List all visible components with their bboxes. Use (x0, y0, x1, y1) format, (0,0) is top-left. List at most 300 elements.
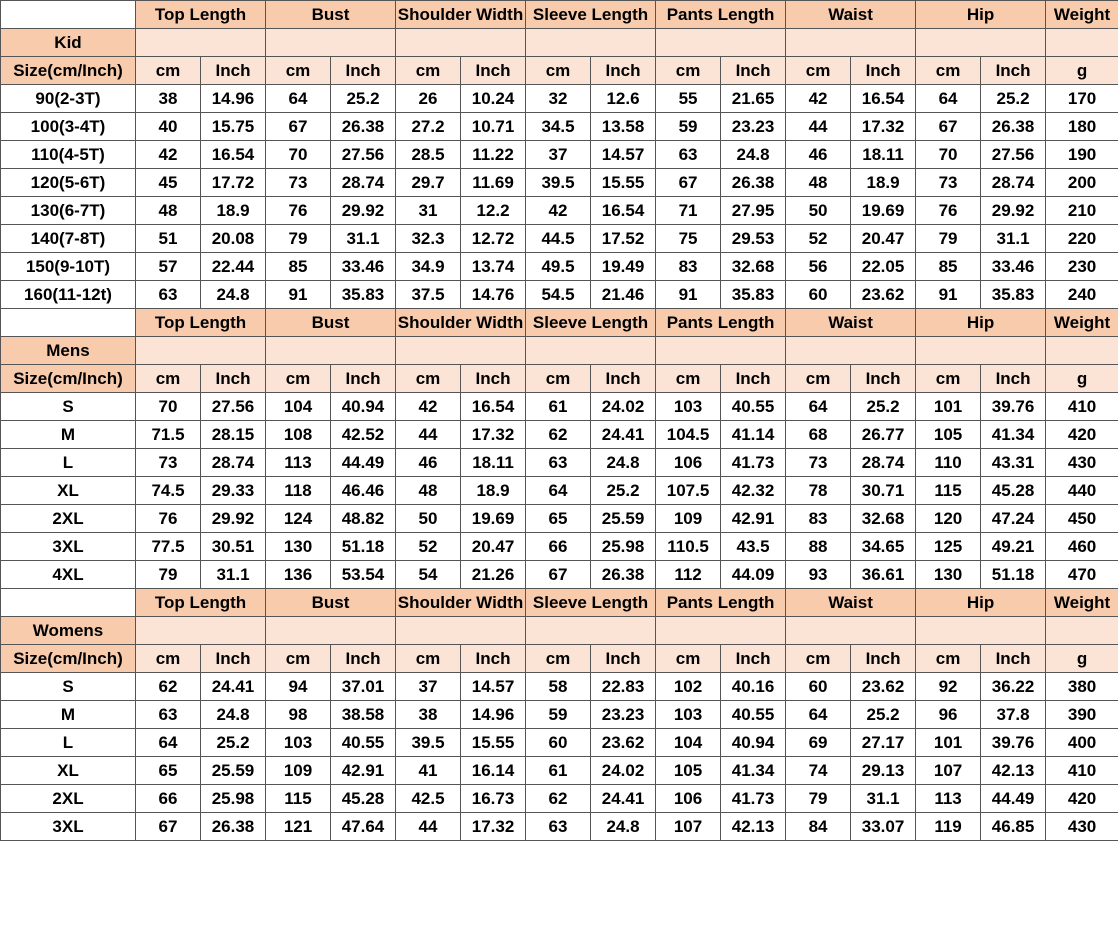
value-cell: 54 (396, 561, 461, 589)
size-cell: S (1, 393, 136, 421)
table-row (1, 253, 1118, 281)
column-header-weight: Weight (1046, 1, 1118, 29)
value-cell: 26.38 (981, 113, 1046, 141)
value-cell: 31.1 (981, 225, 1046, 253)
unit-inch: Inch (331, 365, 396, 393)
value-cell: 65 (526, 505, 591, 533)
table-row (1, 729, 1118, 757)
spacer-cell (396, 29, 526, 57)
value-cell: 40.55 (331, 729, 396, 757)
value-cell: 124 (266, 505, 331, 533)
value-cell: 37.5 (396, 281, 461, 309)
unit-inch: Inch (331, 645, 396, 673)
value-cell: 42.91 (721, 505, 786, 533)
value-cell: 15.55 (591, 169, 656, 197)
unit-inch: Inch (981, 57, 1046, 85)
value-cell: 48 (786, 169, 851, 197)
header-corner-cell (1, 309, 136, 337)
table-row (1, 813, 1118, 841)
unit-row (1, 57, 1118, 85)
header-corner-cell (1, 1, 136, 29)
value-cell: 25.2 (591, 477, 656, 505)
value-cell: 22.05 (851, 253, 916, 281)
value-cell: 71 (656, 197, 721, 225)
value-cell: 64 (786, 701, 851, 729)
table-row (1, 701, 1118, 729)
value-cell: 104.5 (656, 421, 721, 449)
spacer-cell (656, 337, 786, 365)
value-cell: 91 (656, 281, 721, 309)
unit-cm: cm (526, 365, 591, 393)
column-header-top-length: Top Length (136, 1, 266, 29)
value-cell: 42.52 (331, 421, 396, 449)
unit-cm: cm (396, 57, 461, 85)
value-cell: 40.55 (721, 701, 786, 729)
value-cell: 63 (656, 141, 721, 169)
value-cell: 180 (1046, 113, 1118, 141)
value-cell: 50 (786, 197, 851, 225)
value-cell: 36.22 (981, 673, 1046, 701)
value-cell: 130 (266, 533, 331, 561)
column-header-hip: Hip (916, 589, 1046, 617)
unit-cm: cm (526, 645, 591, 673)
size-cell: 110(4-5T) (1, 141, 136, 169)
value-cell: 400 (1046, 729, 1118, 757)
value-cell: 42 (136, 141, 201, 169)
value-cell: 19.69 (461, 505, 526, 533)
value-cell: 25.59 (591, 505, 656, 533)
size-cell: 150(9-10T) (1, 253, 136, 281)
value-cell: 29.92 (981, 197, 1046, 225)
value-cell: 96 (916, 701, 981, 729)
value-cell: 28.74 (331, 169, 396, 197)
value-cell: 26.38 (721, 169, 786, 197)
value-cell: 14.57 (591, 141, 656, 169)
table-row (1, 141, 1118, 169)
unit-inch: Inch (461, 57, 526, 85)
value-cell: 104 (656, 729, 721, 757)
size-cell: XL (1, 477, 136, 505)
unit-cm: cm (266, 365, 331, 393)
unit-cm: cm (656, 645, 721, 673)
value-cell: 190 (1046, 141, 1118, 169)
unit-cm: cm (916, 57, 981, 85)
value-cell: 23.62 (851, 673, 916, 701)
value-cell: 61 (526, 393, 591, 421)
value-cell: 51.18 (331, 533, 396, 561)
size-cell: 100(3-4T) (1, 113, 136, 141)
value-cell: 14.96 (201, 85, 266, 113)
value-cell: 27.56 (331, 141, 396, 169)
table-row (1, 533, 1118, 561)
size-cell: 90(2-3T) (1, 85, 136, 113)
value-cell: 41.34 (721, 757, 786, 785)
value-cell: 44 (396, 421, 461, 449)
column-header-row (1, 309, 1118, 337)
value-cell: 64 (786, 393, 851, 421)
value-cell: 29.92 (331, 197, 396, 225)
value-cell: 28.5 (396, 141, 461, 169)
unit-cm: cm (656, 57, 721, 85)
value-cell: 60 (786, 281, 851, 309)
value-cell: 26.38 (201, 813, 266, 841)
value-cell: 24.41 (591, 785, 656, 813)
value-cell: 121 (266, 813, 331, 841)
value-cell: 115 (916, 477, 981, 505)
column-header-row (1, 589, 1118, 617)
value-cell: 450 (1046, 505, 1118, 533)
value-cell: 220 (1046, 225, 1118, 253)
unit-cm: cm (786, 365, 851, 393)
value-cell: 118 (266, 477, 331, 505)
column-header-sleeve-length: Sleeve Length (526, 589, 656, 617)
value-cell: 31.1 (201, 561, 266, 589)
value-cell: 42 (526, 197, 591, 225)
size-cell: 2XL (1, 785, 136, 813)
value-cell: 390 (1046, 701, 1118, 729)
value-cell: 380 (1046, 673, 1118, 701)
value-cell: 24.41 (201, 673, 266, 701)
value-cell: 69 (786, 729, 851, 757)
value-cell: 38 (136, 85, 201, 113)
value-cell: 38.58 (331, 701, 396, 729)
table-row (1, 197, 1118, 225)
value-cell: 59 (526, 701, 591, 729)
value-cell: 29.13 (851, 757, 916, 785)
size-cell: 3XL (1, 813, 136, 841)
value-cell: 31 (396, 197, 461, 225)
value-cell: 22.83 (591, 673, 656, 701)
unit-cm: cm (786, 645, 851, 673)
size-cell: M (1, 701, 136, 729)
table-row (1, 505, 1118, 533)
value-cell: 27.95 (721, 197, 786, 225)
value-cell: 109 (656, 505, 721, 533)
section-name: Kid (1, 29, 136, 57)
spacer-cell (1046, 337, 1118, 365)
value-cell: 15.55 (461, 729, 526, 757)
size-unit-label: Size(cm/Inch) (1, 365, 136, 393)
spacer-cell (396, 617, 526, 645)
value-cell: 92 (916, 673, 981, 701)
value-cell: 106 (656, 449, 721, 477)
value-cell: 36.61 (851, 561, 916, 589)
value-cell: 112 (656, 561, 721, 589)
value-cell: 94 (266, 673, 331, 701)
value-cell: 35.83 (981, 281, 1046, 309)
value-cell: 107 (656, 813, 721, 841)
value-cell: 76 (916, 197, 981, 225)
section-name: Mens (1, 337, 136, 365)
value-cell: 31.1 (331, 225, 396, 253)
value-cell: 26.38 (331, 113, 396, 141)
value-cell: 73 (266, 169, 331, 197)
spacer-cell (266, 29, 396, 57)
value-cell: 51 (136, 225, 201, 253)
spacer-cell (526, 617, 656, 645)
value-cell: 42.13 (721, 813, 786, 841)
value-cell: 70 (266, 141, 331, 169)
value-cell: 101 (916, 393, 981, 421)
value-cell: 37.01 (331, 673, 396, 701)
value-cell: 41.34 (981, 421, 1046, 449)
value-cell: 30.71 (851, 477, 916, 505)
unit-row (1, 365, 1118, 393)
size-cell: 3XL (1, 533, 136, 561)
table-row (1, 113, 1118, 141)
value-cell: 17.52 (591, 225, 656, 253)
value-cell: 47.24 (981, 505, 1046, 533)
table-row (1, 449, 1118, 477)
table-row (1, 281, 1118, 309)
value-cell: 110 (916, 449, 981, 477)
size-cell: 2XL (1, 505, 136, 533)
column-header-bust: Bust (266, 589, 396, 617)
value-cell: 62 (526, 785, 591, 813)
value-cell: 55 (656, 85, 721, 113)
value-cell: 20.08 (201, 225, 266, 253)
value-cell: 230 (1046, 253, 1118, 281)
value-cell: 48 (396, 477, 461, 505)
value-cell: 98 (266, 701, 331, 729)
table-row (1, 169, 1118, 197)
value-cell: 42.91 (331, 757, 396, 785)
value-cell: 33.46 (331, 253, 396, 281)
column-header-waist: Waist (786, 589, 916, 617)
value-cell: 85 (916, 253, 981, 281)
unit-row (1, 645, 1118, 673)
value-cell: 101 (916, 729, 981, 757)
value-cell: 44.09 (721, 561, 786, 589)
value-cell: 64 (136, 729, 201, 757)
value-cell: 14.57 (461, 673, 526, 701)
value-cell: 32.3 (396, 225, 461, 253)
value-cell: 20.47 (461, 533, 526, 561)
unit-inch: Inch (591, 57, 656, 85)
value-cell: 21.46 (591, 281, 656, 309)
spacer-cell (266, 617, 396, 645)
value-cell: 27.17 (851, 729, 916, 757)
column-header-shoulder-width: Shoulder Width (396, 309, 526, 337)
value-cell: 43.5 (721, 533, 786, 561)
value-cell: 14.96 (461, 701, 526, 729)
value-cell: 29.53 (721, 225, 786, 253)
value-cell: 410 (1046, 393, 1118, 421)
value-cell: 64 (266, 85, 331, 113)
spacer-cell (136, 29, 266, 57)
value-cell: 61 (526, 757, 591, 785)
value-cell: 29.92 (201, 505, 266, 533)
value-cell: 40.94 (721, 729, 786, 757)
value-cell: 43.31 (981, 449, 1046, 477)
value-cell: 104 (266, 393, 331, 421)
unit-cm: cm (656, 365, 721, 393)
value-cell: 24.8 (591, 813, 656, 841)
value-cell: 25.2 (331, 85, 396, 113)
value-cell: 63 (526, 813, 591, 841)
unit-inch: Inch (721, 645, 786, 673)
value-cell: 40.55 (721, 393, 786, 421)
value-cell: 77.5 (136, 533, 201, 561)
table-row (1, 673, 1118, 701)
column-header-row (1, 1, 1118, 29)
spacer-cell (916, 617, 1046, 645)
size-cell: S (1, 673, 136, 701)
value-cell: 16.54 (461, 393, 526, 421)
value-cell: 18.11 (461, 449, 526, 477)
value-cell: 79 (786, 785, 851, 813)
value-cell: 74 (786, 757, 851, 785)
value-cell: 28.74 (981, 169, 1046, 197)
table-row (1, 225, 1118, 253)
value-cell: 48.82 (331, 505, 396, 533)
value-cell: 40.16 (721, 673, 786, 701)
spacer-cell (1046, 29, 1118, 57)
value-cell: 44 (786, 113, 851, 141)
value-cell: 40 (136, 113, 201, 141)
value-cell: 73 (786, 449, 851, 477)
value-cell: 23.62 (591, 729, 656, 757)
column-header-pants-length: Pants Length (656, 1, 786, 29)
spacer-cell (656, 29, 786, 57)
size-cell: L (1, 449, 136, 477)
value-cell: 130 (916, 561, 981, 589)
size-unit-label: Size(cm/Inch) (1, 645, 136, 673)
value-cell: 25.2 (981, 85, 1046, 113)
value-cell: 120 (916, 505, 981, 533)
value-cell: 63 (136, 701, 201, 729)
column-header-weight: Weight (1046, 309, 1118, 337)
value-cell: 33.07 (851, 813, 916, 841)
value-cell: 64 (526, 477, 591, 505)
unit-inch: Inch (591, 365, 656, 393)
spacer-cell (786, 29, 916, 57)
spacer-cell (526, 337, 656, 365)
unit-cm: cm (526, 57, 591, 85)
value-cell: 47.64 (331, 813, 396, 841)
value-cell: 24.02 (591, 393, 656, 421)
unit-cm: cm (136, 365, 201, 393)
value-cell: 24.8 (201, 281, 266, 309)
value-cell: 108 (266, 421, 331, 449)
spacer-cell (916, 337, 1046, 365)
value-cell: 23.62 (851, 281, 916, 309)
value-cell: 53.54 (331, 561, 396, 589)
value-cell: 18.9 (851, 169, 916, 197)
value-cell: 136 (266, 561, 331, 589)
header-corner-cell (1, 589, 136, 617)
section-name: Womens (1, 617, 136, 645)
size-cell: 120(5-6T) (1, 169, 136, 197)
value-cell: 49.5 (526, 253, 591, 281)
value-cell: 107.5 (656, 477, 721, 505)
value-cell: 67 (656, 169, 721, 197)
column-header-shoulder-width: Shoulder Width (396, 589, 526, 617)
value-cell: 25.98 (591, 533, 656, 561)
column-header-bust: Bust (266, 1, 396, 29)
value-cell: 10.24 (461, 85, 526, 113)
value-cell: 125 (916, 533, 981, 561)
value-cell: 73 (916, 169, 981, 197)
value-cell: 52 (786, 225, 851, 253)
value-cell: 85 (266, 253, 331, 281)
value-cell: 113 (266, 449, 331, 477)
value-cell: 170 (1046, 85, 1118, 113)
unit-inch: Inch (851, 645, 916, 673)
value-cell: 93 (786, 561, 851, 589)
size-cell: L (1, 729, 136, 757)
value-cell: 460 (1046, 533, 1118, 561)
value-cell: 27.56 (201, 393, 266, 421)
value-cell: 103 (656, 701, 721, 729)
value-cell: 37 (396, 673, 461, 701)
value-cell: 21.26 (461, 561, 526, 589)
value-cell: 25.98 (201, 785, 266, 813)
value-cell: 26.38 (591, 561, 656, 589)
value-cell: 27.56 (981, 141, 1046, 169)
value-cell: 44.49 (331, 449, 396, 477)
value-cell: 45 (136, 169, 201, 197)
value-cell: 24.8 (201, 701, 266, 729)
column-header-waist: Waist (786, 309, 916, 337)
value-cell: 440 (1046, 477, 1118, 505)
value-cell: 34.65 (851, 533, 916, 561)
size-cell: 140(7-8T) (1, 225, 136, 253)
value-cell: 67 (136, 813, 201, 841)
value-cell: 35.83 (331, 281, 396, 309)
size-cell: M (1, 421, 136, 449)
section-label-row (1, 29, 1118, 57)
value-cell: 39.76 (981, 729, 1046, 757)
column-header-pants-length: Pants Length (656, 589, 786, 617)
spacer-cell (266, 337, 396, 365)
value-cell: 11.69 (461, 169, 526, 197)
value-cell: 210 (1046, 197, 1118, 225)
value-cell: 42 (786, 85, 851, 113)
value-cell: 12.6 (591, 85, 656, 113)
unit-inch: Inch (981, 645, 1046, 673)
value-cell: 30.51 (201, 533, 266, 561)
value-cell: 62 (526, 421, 591, 449)
size-cell: XL (1, 757, 136, 785)
spacer-cell (136, 617, 266, 645)
value-cell: 70 (136, 393, 201, 421)
value-cell: 19.49 (591, 253, 656, 281)
value-cell: 39.5 (526, 169, 591, 197)
unit-gram: g (1046, 57, 1118, 85)
unit-inch: Inch (851, 365, 916, 393)
value-cell: 16.14 (461, 757, 526, 785)
value-cell: 67 (526, 561, 591, 589)
spacer-cell (786, 617, 916, 645)
size-cell: 4XL (1, 561, 136, 589)
value-cell: 24.41 (591, 421, 656, 449)
column-header-top-length: Top Length (136, 589, 266, 617)
value-cell: 41 (396, 757, 461, 785)
value-cell: 70 (916, 141, 981, 169)
value-cell: 54.5 (526, 281, 591, 309)
column-header-hip: Hip (916, 309, 1046, 337)
value-cell: 41.14 (721, 421, 786, 449)
value-cell: 27.2 (396, 113, 461, 141)
value-cell: 63 (526, 449, 591, 477)
value-cell: 40.94 (331, 393, 396, 421)
value-cell: 420 (1046, 785, 1118, 813)
value-cell: 79 (136, 561, 201, 589)
value-cell: 102 (656, 673, 721, 701)
value-cell: 91 (266, 281, 331, 309)
value-cell: 71.5 (136, 421, 201, 449)
